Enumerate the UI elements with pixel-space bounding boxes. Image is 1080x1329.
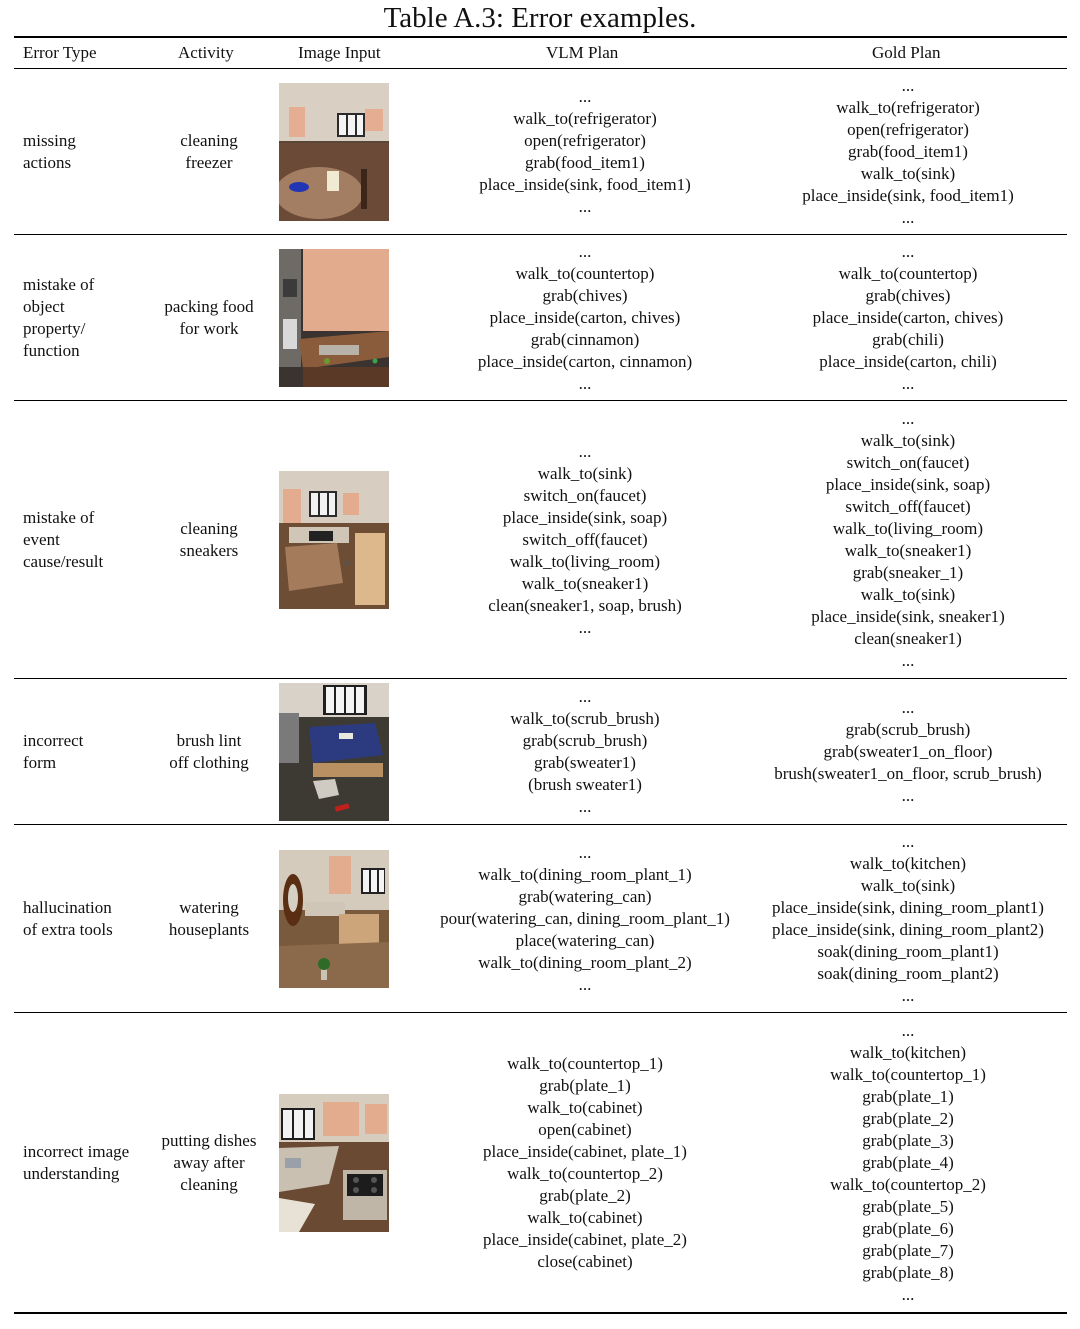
error-type-cell — [23, 236, 158, 400]
cell-line: place_inside(carton, chives) — [489, 308, 681, 327]
cell-line: actions — [23, 153, 72, 172]
cell-line: grab(plate_8) — [862, 1263, 954, 1282]
cell-line: ... — [901, 786, 915, 805]
cell-line: ... — [901, 409, 915, 428]
cell-line: grab(plate_7) — [862, 1241, 954, 1260]
cell-line: walk_to(countertop) — [838, 264, 978, 283]
error-type-cell — [23, 70, 158, 234]
cell-line: walk_to(sink) — [860, 164, 956, 183]
cell-line: clean(sneaker1) — [854, 629, 962, 648]
header-gold-plan: Gold Plan — [872, 43, 941, 62]
cell-line: walk_to(cabinet) — [527, 1098, 643, 1117]
cell-line: walk_to(sneaker1) — [521, 574, 649, 593]
cell-line: cleaning — [180, 131, 238, 150]
cell-line: walk_to(countertop) — [515, 264, 655, 283]
cell-line: switch_off(faucet) — [522, 530, 648, 549]
cell-line: of extra tools — [23, 920, 113, 939]
gold-plan-cell — [752, 680, 1064, 824]
cell-line: ... — [578, 975, 592, 994]
cell-line: walk_to(sink) — [537, 464, 633, 483]
cell-line: walk_to(sink) — [860, 585, 956, 604]
cell-line: cleaning — [180, 1175, 238, 1194]
kitchen-scene-image — [279, 83, 389, 221]
cell-line: ... — [901, 242, 915, 261]
cell-line: grab(chili) — [872, 330, 944, 349]
header-image-input: Image Input — [298, 43, 381, 62]
cell-line: grab(plate_1) — [862, 1087, 954, 1106]
gold-plan-cell — [752, 826, 1064, 1012]
activity-cell — [148, 70, 270, 234]
cell-line: place_inside(cabinet, plate_2) — [483, 1230, 687, 1249]
kitchen-overhead-scene-image — [279, 1094, 389, 1232]
cell-line: walk_to(refrigerator) — [513, 109, 657, 128]
error-type-cell — [23, 680, 158, 824]
countertop-scene-image — [279, 249, 389, 387]
vlm-plan-cell — [420, 236, 750, 400]
cell-line: ... — [901, 374, 915, 393]
cell-line: place_inside(sink, sneaker1) — [811, 607, 1005, 626]
dining-room-scene-image — [279, 850, 389, 988]
row-rule — [14, 1012, 1067, 1013]
cell-line: walk_to(living_room) — [509, 552, 661, 571]
cell-line: grab(food_item1) — [848, 142, 968, 161]
header-vlm-plan: VLM Plan — [546, 43, 619, 62]
cell-line: grab(sneaker_1) — [852, 563, 964, 582]
cell-line: place_inside(sink, food_item1) — [802, 186, 1014, 205]
vlm-plan-cell — [420, 402, 750, 678]
cell-line: putting dishes — [161, 1131, 257, 1150]
cell-line: object — [23, 297, 65, 316]
cell-line: (brush sweater1) — [528, 775, 642, 794]
cell-line: missing — [23, 131, 76, 150]
cell-line: freezer — [185, 153, 233, 172]
cell-line: walk_to(sneaker1) — [844, 541, 972, 560]
vlm-plan-cell — [420, 1014, 750, 1312]
header-rule — [14, 68, 1067, 69]
cell-line: soak(dining_room_plant1) — [817, 942, 999, 961]
cell-line: walk_to(cabinet) — [527, 1208, 643, 1227]
header-activity: Activity — [178, 43, 234, 62]
header-error-type: Error Type — [23, 43, 97, 62]
activity-cell — [148, 402, 270, 678]
cell-line: grab(plate_1) — [539, 1076, 631, 1095]
cell-line: place_inside(sink, dining_room_plant2) — [772, 920, 1044, 939]
cell-line: ... — [901, 651, 915, 670]
cell-line: walk_to(scrub_brush) — [510, 709, 660, 728]
cell-line: walk_to(dining_room_plant_2) — [478, 953, 692, 972]
cell-line: houseplants — [168, 920, 250, 939]
cell-line: ... — [578, 442, 592, 461]
cell-line: grab(plate_4) — [862, 1153, 954, 1172]
cell-line: grab(sweater1_on_floor) — [823, 742, 993, 761]
cell-line: ... — [578, 242, 592, 261]
gold-plan-cell — [752, 236, 1064, 400]
error-type-cell — [23, 826, 158, 1012]
cell-line: mistake of — [23, 275, 95, 294]
cell-line: walk_to(countertop_1) — [830, 1065, 986, 1084]
cell-line: place_inside(cabinet, plate_1) — [483, 1142, 687, 1161]
cell-line: place_inside(sink, food_item1) — [479, 175, 691, 194]
cell-line: walk_to(living_room) — [832, 519, 984, 538]
cell-line: switch_off(faucet) — [845, 497, 971, 516]
cell-line: watering — [179, 898, 239, 917]
cell-line: place(watering_can) — [515, 931, 655, 950]
cell-line: place_inside(sink, soap) — [825, 475, 991, 494]
cell-line: grab(chives) — [542, 286, 628, 305]
cell-line: grab(food_item1) — [525, 153, 645, 172]
activity-cell — [148, 236, 270, 400]
row-rule — [14, 234, 1067, 235]
activity-cell — [148, 826, 270, 1012]
cell-line: grab(chives) — [865, 286, 951, 305]
cell-line: place_inside(carton, chili) — [819, 352, 997, 371]
cell-line: place_inside(sink, dining_room_plant1) — [772, 898, 1044, 917]
cell-line: walk_to(kitchen) — [849, 854, 967, 873]
kitchen-island-scene-image — [279, 471, 389, 609]
cell-line: walk_to(countertop_2) — [507, 1164, 663, 1183]
vlm-plan-cell — [420, 680, 750, 824]
cell-line: open(cabinet) — [538, 1120, 632, 1139]
cell-line: event — [23, 530, 60, 549]
cell-line: grab(plate_2) — [862, 1109, 954, 1128]
cell-line: grab(scrub_brush) — [522, 731, 648, 750]
cell-line: grab(plate_2) — [539, 1186, 631, 1205]
cell-line: grab(scrub_brush) — [845, 720, 971, 739]
gold-plan-cell — [752, 70, 1064, 234]
cell-line: grab(cinnamon) — [530, 330, 640, 349]
cell-line: grab(plate_6) — [862, 1219, 954, 1238]
cell-line: incorrect — [23, 731, 84, 750]
cell-line: ... — [901, 698, 915, 717]
cell-line: brush lint — [176, 731, 242, 750]
cell-line: mistake of — [23, 508, 95, 527]
top-rule — [14, 36, 1067, 38]
cell-line: walk_to(refrigerator) — [836, 98, 980, 117]
cell-line: ... — [578, 618, 592, 637]
cell-line: ... — [578, 197, 592, 216]
cell-line: ... — [901, 832, 915, 851]
cell-line: understanding — [23, 1164, 120, 1183]
scene-image — [279, 236, 389, 400]
scene-image — [279, 1014, 389, 1312]
activity-cell — [148, 1014, 270, 1312]
activity-cell — [148, 680, 270, 824]
scene-image — [279, 70, 389, 234]
cell-line: incorrect image — [23, 1142, 130, 1161]
row-rule — [14, 824, 1067, 825]
cell-line: open(refrigerator) — [524, 131, 646, 150]
cell-line: clean(sneaker1, soap, brush) — [488, 596, 682, 615]
cell-line: open(refrigerator) — [847, 120, 969, 139]
cell-line: sneakers — [179, 541, 239, 560]
cell-line: walk_to(countertop_2) — [830, 1175, 986, 1194]
cell-line: brush(sweater1_on_floor, scrub_brush) — [774, 764, 1042, 783]
cell-line: soak(dining_room_plant2) — [817, 964, 999, 983]
cell-line: ... — [578, 797, 592, 816]
cell-line: grab(sweater1) — [534, 753, 636, 772]
table-caption: Table A.3: Error examples. — [383, 2, 697, 34]
row-rule — [14, 400, 1067, 401]
cell-line: cause/result — [23, 552, 104, 571]
gold-plan-cell — [752, 402, 1064, 678]
cell-line: hallucination — [23, 898, 112, 917]
cell-line: walk_to(kitchen) — [849, 1043, 967, 1062]
cell-line: for work — [179, 319, 239, 338]
cell-line: grab(plate_3) — [862, 1131, 954, 1150]
cell-line: walk_to(countertop_1) — [507, 1054, 663, 1073]
cell-line: walk_to(sink) — [860, 431, 956, 450]
cell-line: off clothing — [169, 753, 249, 772]
cell-line: ... — [901, 1021, 915, 1040]
cell-line: grab(plate_5) — [862, 1197, 954, 1216]
cell-line: ... — [901, 1285, 915, 1304]
cell-line: switch_on(faucet) — [846, 453, 970, 472]
cell-line: cleaning — [180, 519, 238, 538]
cell-line: close(cabinet) — [537, 1252, 633, 1271]
cell-line: ... — [901, 986, 915, 1005]
cell-line: ... — [578, 87, 592, 106]
scene-image — [279, 402, 389, 678]
cell-line: place_inside(carton, cinnamon) — [477, 352, 693, 371]
cell-line: grab(watering_can) — [518, 887, 652, 906]
cell-line: packing food — [164, 297, 254, 316]
vlm-plan-cell — [420, 70, 750, 234]
bottom-rule — [14, 1312, 1067, 1314]
gold-plan-cell — [752, 1014, 1064, 1312]
bedroom-scene-image — [279, 683, 389, 821]
cell-line: function — [23, 341, 80, 360]
vlm-plan-cell — [420, 826, 750, 1012]
cell-line: ... — [578, 374, 592, 393]
row-rule — [14, 678, 1067, 679]
cell-line: pour(watering_can, dining_room_plant_1) — [440, 909, 730, 928]
cell-line: ... — [578, 687, 592, 706]
cell-line: place_inside(carton, chives) — [812, 308, 1004, 327]
cell-line: ... — [901, 76, 915, 95]
cell-line: property/ — [23, 319, 86, 338]
scene-image — [279, 826, 389, 1012]
cell-line: form — [23, 753, 57, 772]
error-type-cell — [23, 402, 158, 678]
scene-image — [279, 680, 389, 824]
cell-line: walk_to(dining_room_plant_1) — [478, 865, 692, 884]
cell-line: switch_on(faucet) — [523, 486, 647, 505]
cell-line: away after — [173, 1153, 245, 1172]
cell-line: ... — [901, 208, 915, 227]
cell-line: place_inside(sink, soap) — [502, 508, 668, 527]
cell-line: ... — [578, 843, 592, 862]
cell-line: walk_to(sink) — [860, 876, 956, 895]
error-type-cell — [23, 1014, 158, 1312]
